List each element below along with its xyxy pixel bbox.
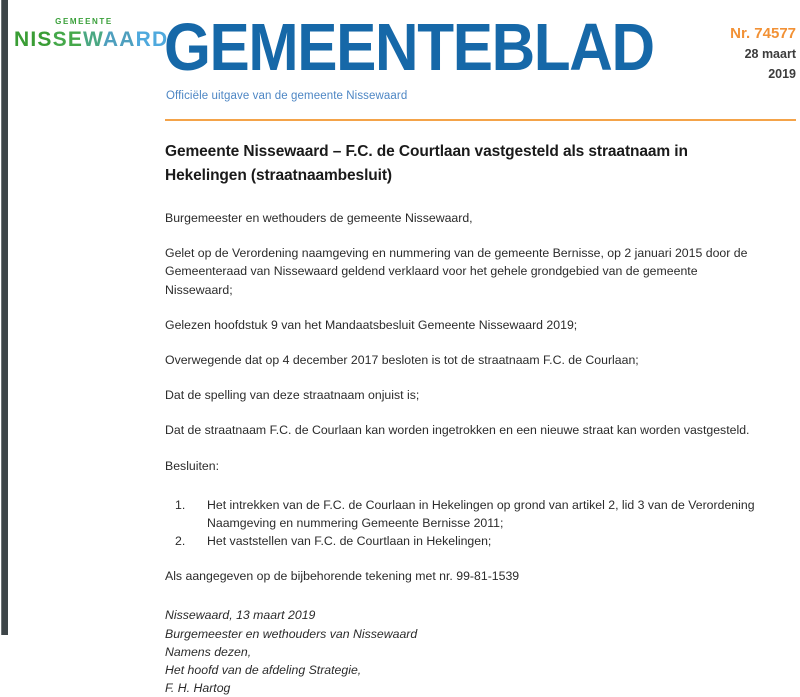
list-item-text: Het intrekken van de F.C. de Courlaan in Hekelingen op grond van artikel 2, lid 3 van de Verordening Naamgeving en nummering Gemeente Bernisse 2011; bbox=[207, 497, 755, 530]
signature-role: Het hoofd van de afdeling Strategie, bbox=[165, 662, 362, 677]
signature-namens-dezen: Namens dezen, bbox=[165, 644, 252, 659]
issue-date: 28 maart bbox=[744, 47, 796, 62]
list-item-text: Het vaststellen van F.C. de Courtlaan in Hekelingen; bbox=[207, 534, 492, 549]
besluiten-label: Besluiten: bbox=[165, 458, 220, 473]
paragraph-verordening: Gelet op de Verordening naamgeving en nummering van de gemeente Bernisse, op 2 januari 2015 door de Gemeenteraad van Nissewaard geldend verklaard voor het gehele grondgebied van de gemeente Nissewaard; bbox=[165, 246, 748, 297]
spacer bbox=[165, 440, 770, 457]
spacer bbox=[165, 188, 770, 209]
spacer bbox=[165, 299, 770, 316]
paragraph-spelling: Dat de spelling van deze straatnaam onjuist is; bbox=[165, 388, 420, 403]
list-item bbox=[165, 496, 770, 532]
paragraph-intro: Burgemeester en wethouders de gemeente Nissewaard, bbox=[165, 211, 473, 226]
list-item-number: 2. bbox=[175, 534, 186, 549]
logo-part-5: RD bbox=[135, 28, 169, 51]
list-item-number: 1. bbox=[175, 497, 186, 512]
gemeente-nissewaard-logo bbox=[14, 17, 169, 51]
paragraph-intrekken: Dat de straatnaam F.C. de Courlaan kan worden ingetrokken en een nieuwe straat kan worden vastgesteld. bbox=[165, 423, 750, 438]
logo-part-1: NIS bbox=[14, 28, 53, 51]
logo-part-4: AA bbox=[102, 28, 136, 51]
spacer bbox=[165, 475, 770, 496]
logo-part-2: SE bbox=[52, 28, 84, 51]
spacer bbox=[165, 585, 770, 606]
logo-part-3: W bbox=[83, 28, 103, 51]
publication-tagline: Officiële uitgave van de gemeente Nissewaard bbox=[166, 90, 408, 102]
page-left-edge-strip bbox=[1, 0, 8, 635]
drawing-reference-note: Als aangegeven op de bijbehorende tekening met nr. 99-81-1539 bbox=[165, 569, 520, 584]
publication-masthead bbox=[8, 0, 800, 112]
issue-number: Nr. 74577 bbox=[730, 25, 796, 42]
logo-gemeente-label: GEMEENTE bbox=[55, 17, 113, 26]
header-divider-rule bbox=[165, 119, 796, 121]
signature-place-date: Nissewaard, 13 maart 2019 bbox=[165, 608, 316, 623]
gemeenteblad-wordmark: GEMEENTEBLAD bbox=[164, 10, 654, 85]
logo-nissewaard-wordmark bbox=[14, 28, 169, 51]
document-page bbox=[8, 0, 800, 695]
spacer bbox=[165, 404, 770, 421]
page-title: Gemeente Nissewaard – F.C. de Courtlaan vastgesteld als straatnaam in Hekelingen (straatnaambesluit) bbox=[165, 143, 688, 185]
spacer bbox=[165, 550, 770, 567]
list-item bbox=[165, 532, 770, 550]
document-body bbox=[165, 140, 770, 697]
signature-authority: Burgemeester en wethouders van Nissewaard bbox=[165, 626, 418, 641]
spacer bbox=[165, 369, 770, 386]
signature-name: F. H. Hartog bbox=[165, 680, 231, 695]
paragraph-mandaatsbesluit: Gelezen hoofdstuk 9 van het Mandaatsbesluit Gemeente Nissewaard 2019; bbox=[165, 317, 578, 332]
spacer bbox=[165, 334, 770, 351]
signature-block bbox=[165, 606, 770, 696]
issue-year: 2019 bbox=[768, 66, 796, 81]
issue-info-block bbox=[730, 22, 796, 84]
besluiten-list bbox=[165, 496, 770, 551]
page-left-edge-highlight bbox=[1, 0, 2, 635]
spacer bbox=[165, 227, 770, 244]
paragraph-overwegende: Overwegende dat op 4 december 2017 besloten is tot de straatnaam F.C. de Courlaan; bbox=[165, 352, 639, 367]
